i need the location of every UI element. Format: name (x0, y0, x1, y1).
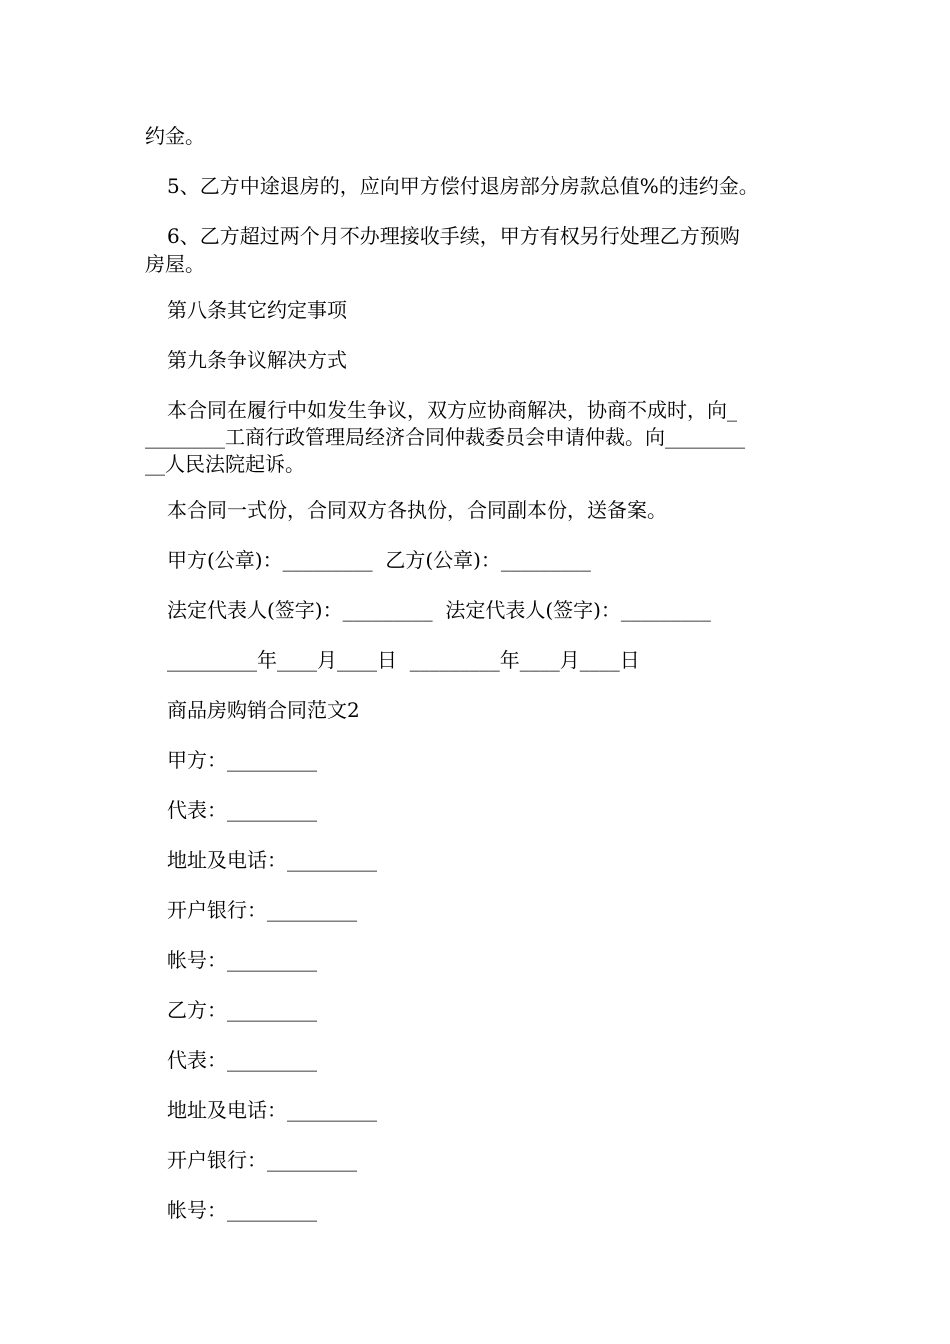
dispute-paragraph-line2: ________工商行政管理局经济合同仲裁委员会申请仲裁。向________ (145, 425, 745, 449)
party-b-address-phone-field: 地址及电话：_________ (167, 1098, 377, 1122)
article-8-heading: 第八条其它约定事项 (167, 298, 347, 322)
clause-item-6-line1: 6、乙方超过两个月不办理接收手续，甲方有权另行处理乙方预购 (167, 224, 740, 248)
paragraph-continuation-penalty: 约金。 (145, 124, 205, 148)
dispute-paragraph-line1: 本合同在履行中如发生争议，双方应协商解决，协商不成时，向_ (167, 398, 737, 422)
dispute-paragraph-line3: __人民法院起诉。 (145, 452, 305, 476)
party-b-account-field: 帐号：_________ (167, 1198, 317, 1222)
party-a-account-field: 帐号：_________ (167, 948, 317, 972)
party-b-representative-field: 代表：_________ (167, 1048, 317, 1072)
article-9-heading: 第九条争议解决方式 (167, 348, 347, 372)
legal-rep-signature-line: 法定代表人(签字)：_________ 法定代表人(签字)：_________ (167, 598, 711, 622)
clause-item-6-line2: 房屋。 (145, 252, 205, 276)
clause-item-5: 5、乙方中途退房的，应向甲方偿付退房部分房款总值%的违约金。 (167, 174, 759, 198)
party-a-bank-field: 开户银行：_________ (167, 898, 357, 922)
party-b-field: 乙方：_________ (167, 998, 317, 1022)
party-seal-line: 甲方(公章)：_________ 乙方(公章)：_________ (167, 548, 591, 572)
party-b-bank-field: 开户银行：_________ (167, 1148, 357, 1172)
party-a-field: 甲方：_________ (167, 748, 317, 772)
party-a-address-phone-field: 地址及电话：_________ (167, 848, 377, 872)
date-line: _________年____月____日 _________年____月____日 (167, 648, 640, 672)
contract-2-title: 商品房购销合同范文2 (167, 698, 360, 722)
copies-paragraph: 本合同一式份，合同双方各执份，合同副本份，送备案。 (167, 498, 667, 522)
party-a-representative-field: 代表：_________ (167, 798, 317, 822)
